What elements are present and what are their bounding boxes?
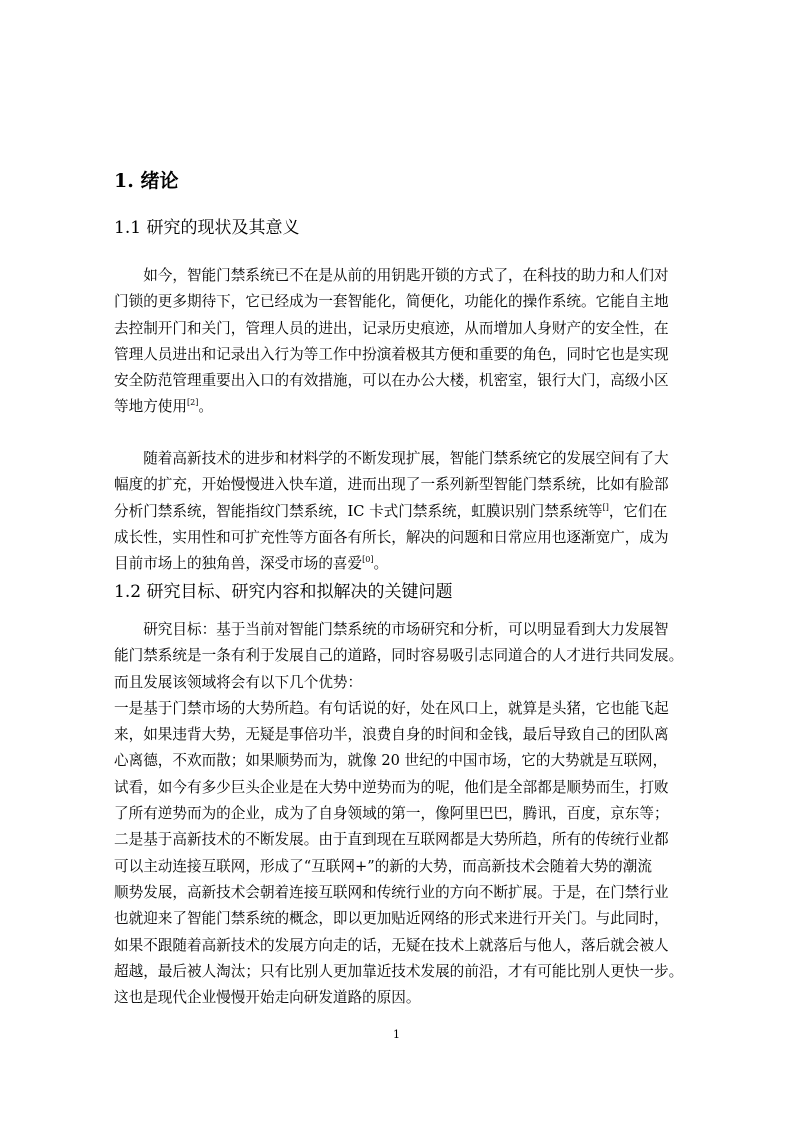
section-heading-1-2: 1.2 研究目标、研究内容和拟解决的关键问题 — [114, 582, 453, 602]
text-line: 如今，智能门禁系统已不在是从前的用钥匙开锁的方式了，在科技的助力和人们对 — [114, 267, 669, 284]
text-line — [114, 551, 724, 577]
text-segment: ，它们在 — [608, 502, 668, 520]
text-line: 二是基于高新技术的不断发展。由于直到现在互联网都是大势所趋，所有的传统行业都 — [114, 831, 669, 849]
paragraph-2 — [114, 446, 724, 577]
text-segment: 分析门禁系统，智能指纹门禁系统，IC 卡式门禁系统，虹膜识别门禁系统等 — [114, 502, 603, 520]
text-line: 随着高新技术的进步和材料学的不断发现扩展，智能门禁系统它的发展空间有了大 — [114, 450, 669, 467]
text-line: 能门禁系统是一条有利于发展自己的道路，同时容易吸引志同道合的人才进行共同发展。 — [114, 647, 684, 665]
text-line: 幅度的扩充，开始慢慢进入快车道，进而出现了一系列新型智能门禁系统，比如有脸部 — [114, 476, 669, 494]
citation-ref: [2] — [186, 398, 199, 408]
text-line: 了所有逆势而为的企业，成为了自身领域的第一，像阿里巴巴，腾讯，百度，京东等； — [114, 805, 669, 823]
text-line: 如果不跟随着高新技术的发展方向走的话，无疑在技术上就落后与他人，落后就会被人 — [114, 936, 669, 954]
text-line: 这也是现代企业慢慢开始走向研发道路的原因。 — [114, 989, 421, 1007]
text-line: 研究目标：基于当前对智能门禁系统的市场研究和分析，可以明显看到大力发展智 — [114, 621, 669, 638]
text-line: 一是基于门禁市场的大势所趋。有句话说的好，处在风口上，就算是头猪，它也能飞起 — [114, 699, 669, 717]
text-line: 顺势发展，高新技术会朝着连接互联网和传统行业的方向不断扩展。于是，在门禁行业 — [114, 883, 669, 901]
text-line: 试看，如今有多少巨头企业是在大势中逆势而为的呢，他们是全部都是顺势而生，打败 — [114, 778, 669, 796]
text-line — [114, 499, 724, 525]
section-heading-1-1: 1.1 研究的现状及其意义 — [114, 218, 300, 238]
text-segment: 。 — [198, 398, 213, 416]
text-line: 超越，最后被人淘汰；只有比别人更加靠近技术发展的前沿，才有可能比别人更快一步。 — [114, 962, 684, 980]
text-line: 心离德，不欢而散；如果顺势而为，就像 20 世纪的中国市场，它的大势就是互联网， — [114, 752, 668, 770]
citation-ref: [0] — [362, 555, 374, 565]
text-line: 安全防范管理重要出入口的有效措施，可以在办公大楼，机密室，银行大门，高级小区 — [114, 372, 669, 390]
text-line: 去控制开门和关门，管理人员的进出，记录历史痕迹，从而增加人身财产的安全性，在 — [114, 319, 669, 337]
text-line: 管理人员进出和记录出入行为等工作中扮演着极其方便和重要的角色，同时它也是实现 — [114, 345, 669, 363]
text-line: 也就迎来了智能门禁系统的概念，即以更加贴近网络的形式来进行开关门。与此同时， — [114, 910, 669, 928]
text-segment: 等地方使用 — [114, 398, 187, 416]
text-line: 可以主动连接互联网，形成了“互联网+”的新的大势，而高新技术会随着大势的潮流 — [114, 857, 652, 875]
text-line: 来，如果违背大势，无疑是事倍功半，浪费自身的时间和金钱，最后导致自己的团队离 — [114, 726, 669, 744]
text-line: 而且发展该领域将会有以下几个优势： — [114, 673, 363, 691]
text-line: 门锁的更多期待下，它已经成为一套智能化，简便化，功能化的操作系统。它能自主地 — [114, 293, 669, 311]
text-line: 成长性，实用性和可扩充性等方面各有所长，解决的问题和日常应用也逐渐宽广，成为 — [114, 528, 669, 546]
text-line — [114, 394, 724, 420]
citation-ref: [] — [602, 502, 609, 512]
paragraph-3 — [114, 617, 724, 1011]
chapter-heading: 1. 绪论 — [114, 170, 179, 192]
paragraph-1 — [114, 263, 724, 421]
text-segment: 目前市场上的独角兽，深受市场的喜爱 — [114, 555, 363, 573]
text-segment: 。 — [373, 555, 389, 573]
page-number: 1 — [393, 1028, 400, 1041]
